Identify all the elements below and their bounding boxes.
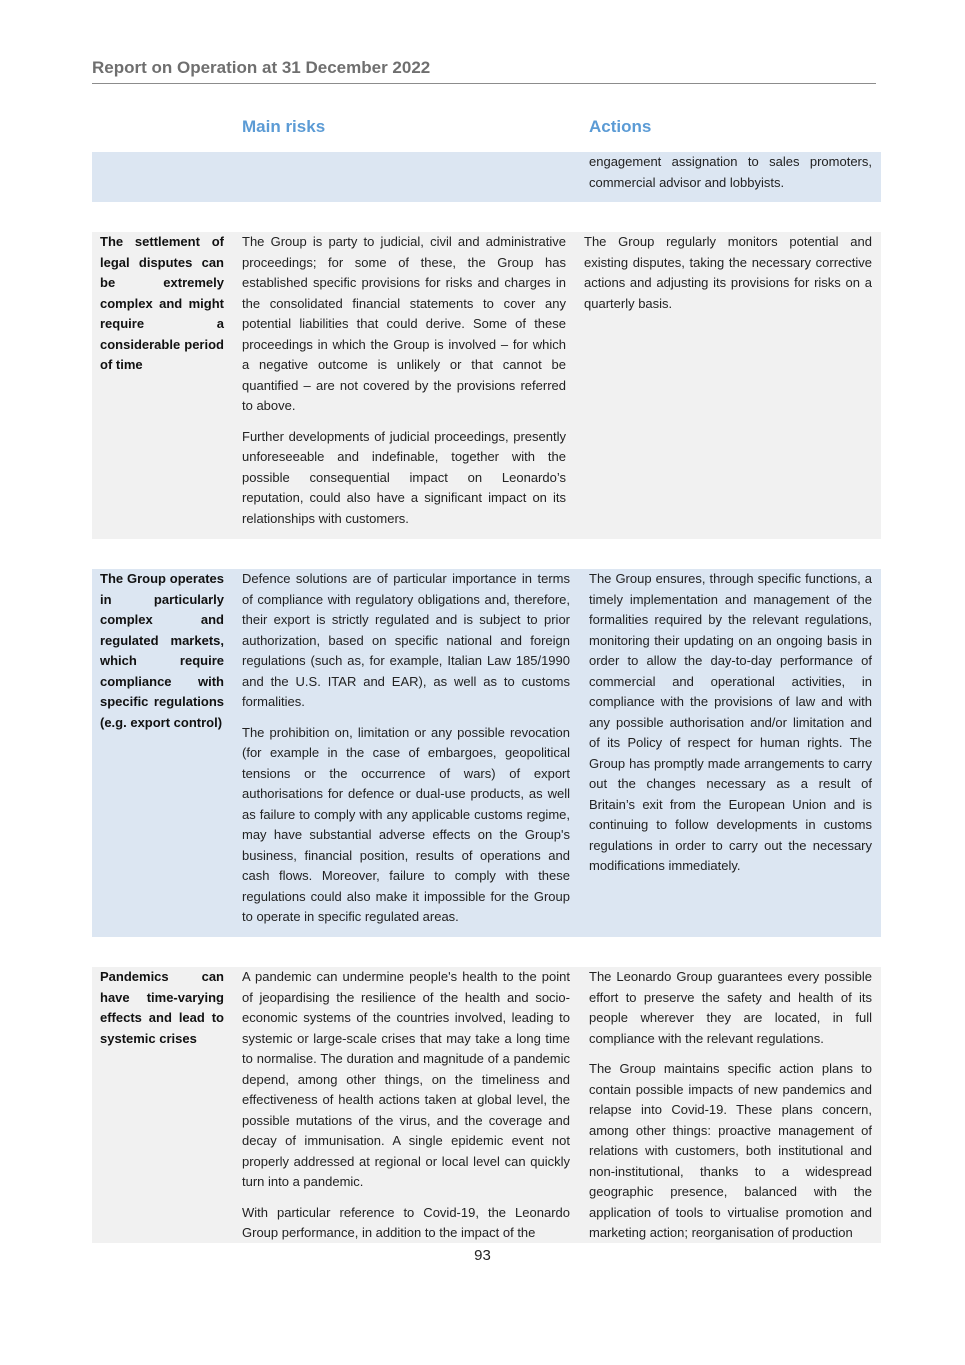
risk-title: The Group operates in particularly complex and regulated markets, which require compliance with specific regulations (e.g. export control) — [100, 571, 224, 730]
main-risks-paragraph: The Group is party to judicial, civil and administrative proceedings; for some of these, the Group has established specific provisions for risks and charges in the consolidated financial statements to cover any potential liabilities that could derive. Some of these proceedings in which the Group is involved – for which a negative outcome is unlikely or that cannot be quantified – are not covered by the provisions referred to above. — [242, 234, 566, 413]
risk-title: Pandemics can have time-varying effects and lead to systemic crises — [100, 969, 224, 1046]
main-risks-paragraph: A pandemic can undermine people's health to the point of jeopardising the resilience of the health and socio-economic systems of the countries involved, leading to systemic or large-scale crises that may take a long time to normalise. The duration and magnitude of a pandemic depend, among other things, on the timeliness and effectiveness of health actions taken at global level, the possible mutations of the virus, and the coverage and decay of immunisation. A single epidemic event not properly addressed at regional or local level can quickly turn into a pandemic. — [242, 969, 570, 1189]
actions-paragraph: engagement assignation to sales promoters, commercial advisor and lobbyists. — [589, 154, 872, 190]
page-number: 93 — [474, 1247, 491, 1264]
actions-paragraph: The Leonardo Group guarantees every possible effort to preserve the safety and health of its people wherever they are located, in full compliance with the relevant regulations. — [589, 969, 872, 1046]
page-header — [92, 58, 876, 84]
actions-cell — [584, 232, 872, 324]
risk-row-legal-disputes — [92, 232, 881, 539]
risk-title: The settlement of legal disputes can be extremely complex and might require a considerable period of time — [100, 234, 224, 372]
continuation-row — [92, 152, 881, 202]
main-risks-paragraph: The prohibition on, limitation or any possible revocation (for example in the case of embargoes, geopolitical tensions or the occurrence of wars) of export authorisations for defence or dual-use products, as well as failure to comply with any applicable customs regime, may have substantial adverse effects on the Group's business, financial position, results of operations and cash flows. Moreover, failure to comply with these regulations could also make it impossible for the Group to operate in specific regulated areas. — [242, 724, 570, 924]
risk-row-regulated-markets — [92, 569, 881, 937]
actions-paragraph: The Group ensures, through specific functions, a timely implementation and management of the formalities required by the relevant regulations, monitoring their updating on an ongoing basis in order to allow the day-to-day performance of commercial and operational activities, in compliance with the provisions of law and with any possible authorisation and/or limitation and of its Policy of respect for human rights. The Group has promptly made arrangements to carry out the changes necessary as a result of Britain’s exit from the European Union and is continuing to follow developments in customs regulations in order to carry out the necessary modifications immediately. — [589, 571, 872, 873]
main-risks-paragraph: Further developments of judicial proceedings, presently unforeseeable and indefinable, together with the possible consequential impact on Leonardo’s reputation, could also have a significant impact on its relationships with customers. — [242, 428, 566, 526]
actions-cell — [589, 152, 872, 203]
main-risks-heading: Main risks — [242, 117, 326, 136]
actions-paragraph: The Group regularly monitors potential and existing disputes, taking the necessary corrective actions and adjusting its provisions for risks on a quarterly basis. — [584, 234, 872, 311]
actions-heading: Actions — [589, 117, 652, 136]
actions-cell — [589, 569, 872, 887]
main-risks-paragraph: Defence solutions are of particular importance in terms of compliance with regulatory obligations and, therefore, their export is strictly regulated and is subject to prior authorization, based on specific national and foreign regulations (such as, for example, Italian Law 185/1990 and the U.S. ITAR and EAR), as well as to customs formalities. — [242, 571, 570, 709]
main-risks-cell — [242, 232, 566, 539]
main-risks-paragraph: With particular reference to Covid-19, the Leonardo Group performance, in addition to the impact of the — [242, 1204, 570, 1240]
report-title: Report on Operation at 31 December 2022 — [92, 58, 431, 77]
risk-row-pandemics — [92, 967, 881, 1243]
actions-paragraph: The Group maintains specific action plans to contain possible impacts of new pandemics and relapse into Covid-19. These plans concern, among other things: proactive management of relations with customers, both institutional and non-institutional, thanks to a widespread geographic presence, balanced with the application of tools to virtualise promotion and marketing action; reorganisation of production — [589, 1061, 872, 1240]
main-risks-cell — [242, 569, 570, 938]
main-risks-cell — [242, 967, 570, 1243]
actions-cell — [589, 967, 872, 1243]
